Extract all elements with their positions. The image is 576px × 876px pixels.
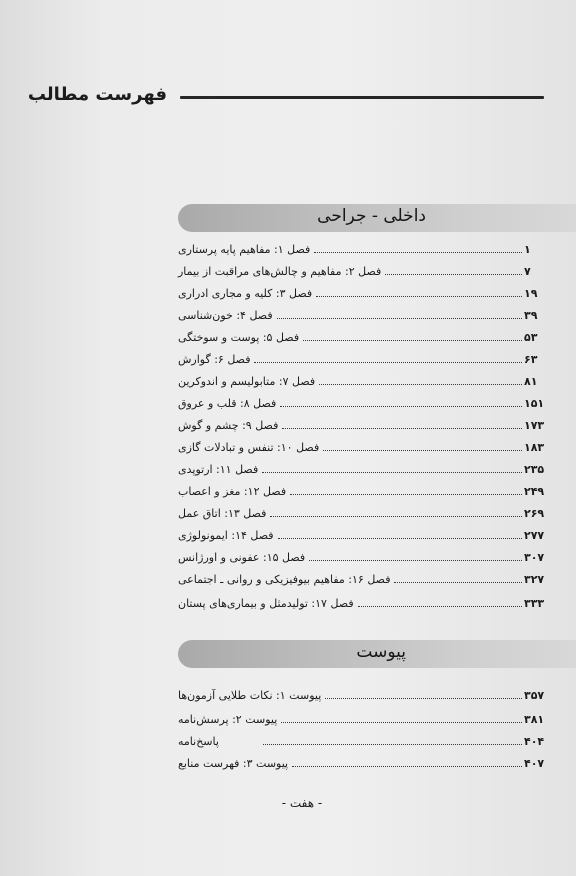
toc-entry-page: ۲۶۹ <box>524 507 545 520</box>
toc-entry[interactable] <box>176 500 548 520</box>
toc-entry-page: ۲۴۹ <box>524 485 545 498</box>
dot-leader <box>385 274 522 275</box>
toc-entry[interactable] <box>176 544 548 564</box>
toc-entry-page: ۸۱ <box>524 375 538 388</box>
toc-entry[interactable] <box>176 368 548 388</box>
toc-entry-page: ۳۲۷ <box>524 573 545 586</box>
toc-entry[interactable] <box>176 434 548 454</box>
toc-entry[interactable] <box>176 412 548 432</box>
toc-entry-label: فصل ۱۵: عفونی و اورژانس <box>178 551 306 564</box>
dot-leader <box>325 698 522 699</box>
toc-entry-page: ۵۳ <box>524 331 538 344</box>
dot-leader <box>358 606 522 607</box>
toc-entry-label: فصل ۷: متابولیسم و اندوکرین <box>178 375 316 388</box>
dot-leader <box>290 494 522 495</box>
section-title: داخلی - جراحی <box>317 206 426 226</box>
page-number-footer: - هفت - <box>281 796 323 810</box>
dot-leader <box>254 362 522 363</box>
toc-entry-page: ۲۳۵ <box>524 463 545 476</box>
toc-entry-label: پیوست ۱: نکات طلایی آزمون‌ها <box>178 689 322 702</box>
toc-entry[interactable] <box>176 478 548 498</box>
dot-leader <box>280 406 522 407</box>
toc-entry[interactable] <box>176 236 548 256</box>
toc-entry-page: ۱۷۳ <box>524 419 545 432</box>
toc-entry-label: فصل ۱۴: ایمونولوژی <box>178 529 274 542</box>
toc-entry-label: فصل ۵: پوست و سوختگی <box>178 331 300 344</box>
toc-entry-page: ۳۵۷ <box>524 689 545 702</box>
dot-leader <box>278 538 522 539</box>
toc-entry-page: ۳۰۷ <box>524 551 545 564</box>
dot-leader <box>309 560 522 561</box>
toc-entry-label: فصل ۴: خون‌شناسی <box>178 309 273 322</box>
toc-entry[interactable] <box>176 302 548 322</box>
dot-leader <box>262 472 522 473</box>
dot-leader <box>277 318 522 319</box>
toc-entry-page: ۷ <box>524 265 531 278</box>
toc-entry-page: ۶۳ <box>524 353 538 366</box>
toc-entry-page: ۲۷۷ <box>524 529 545 542</box>
toc-entry-page: ۴۰۷ <box>524 757 545 770</box>
dot-leader <box>270 516 522 517</box>
toc-entry-label: پیوست ۳: فهرست منابع <box>178 757 289 770</box>
toc-entry-page: ۱ <box>524 243 531 256</box>
toc-entry-label: فصل ۱۰: تنفس و تبادلات گازی <box>178 441 320 454</box>
toc-entry[interactable] <box>176 706 548 726</box>
toc-entry-page: ۱۹ <box>524 287 538 300</box>
toc-entry-page: ۳۳۳ <box>524 597 545 610</box>
toc-entry[interactable] <box>176 346 548 366</box>
bleed-through-text <box>173 180 177 193</box>
toc-entry[interactable] <box>176 566 548 586</box>
toc-entry-label: فصل ۱۱: ارتوپدی <box>178 463 259 476</box>
toc-entry-label: فصل ۱۶: مفاهیم بیوفیزیکی و روانی ـ اجتماعی <box>178 573 391 586</box>
toc-entry-page: ۳۸۱ <box>524 713 545 726</box>
toc-entry[interactable] <box>176 728 548 748</box>
dot-leader <box>281 722 522 723</box>
toc-entry[interactable] <box>176 750 548 770</box>
toc-entry[interactable] <box>176 682 548 702</box>
dot-leader <box>316 296 522 297</box>
toc-entry-page: ۱۵۱ <box>524 397 545 410</box>
dot-leader <box>394 582 522 583</box>
toc-entry-label: فصل ۱: مفاهیم پایه پرستاری <box>178 243 311 256</box>
section-title: پیوست <box>356 642 406 662</box>
toc-entry-label: فصل ۲: مفاهیم و چالش‌های مراقبت از بیمار <box>178 265 382 278</box>
toc-entry[interactable] <box>176 390 548 410</box>
toc-entry[interactable] <box>176 324 548 344</box>
toc-entry-label: فصل ۸: قلب و عروق <box>178 397 277 410</box>
toc-entry-label: فصل ۳: کلیه و مجاری ادراری <box>178 287 313 300</box>
dot-leader <box>292 766 522 767</box>
toc-entry[interactable] <box>176 590 548 610</box>
toc-entry[interactable] <box>176 280 548 300</box>
section-header-appendix <box>178 640 576 668</box>
toc-entry-label: فصل ۱۲: مغز و اعصاب <box>178 485 287 498</box>
toc-entry-page: ۴۰۴ <box>524 735 545 748</box>
toc-entry-label: پیوست ۲: پرسش‌نامه <box>178 713 278 726</box>
section-header-internal-surgery <box>178 204 576 232</box>
toc-entry-page: ۳۹ <box>524 309 538 322</box>
toc-entry-page: ۱۸۳ <box>524 441 545 454</box>
toc-entry[interactable] <box>176 456 548 476</box>
toc-entry-label: فصل ۹: چشم و گوش <box>178 419 279 432</box>
toc-entry-label: فصل ۶: گوارش <box>178 353 251 366</box>
toc-entry-label: فصل ۱۳: اتاق عمل <box>178 507 267 520</box>
toc-entry-label: فصل ۱۷: تولیدمثل و بیماری‌های پستان <box>178 597 354 610</box>
page-title: فهرست مطالب <box>27 84 167 105</box>
toc-entry[interactable] <box>176 522 548 542</box>
dot-leader <box>323 450 522 451</box>
dot-leader <box>319 384 522 385</box>
toc-entry[interactable] <box>176 258 548 278</box>
dot-leader <box>282 428 522 429</box>
dot-leader <box>263 744 522 745</box>
dot-leader <box>314 252 522 253</box>
title-underline <box>180 96 544 99</box>
dot-leader <box>303 340 522 341</box>
toc-entry-label: پاسخ‌نامه <box>178 735 219 748</box>
